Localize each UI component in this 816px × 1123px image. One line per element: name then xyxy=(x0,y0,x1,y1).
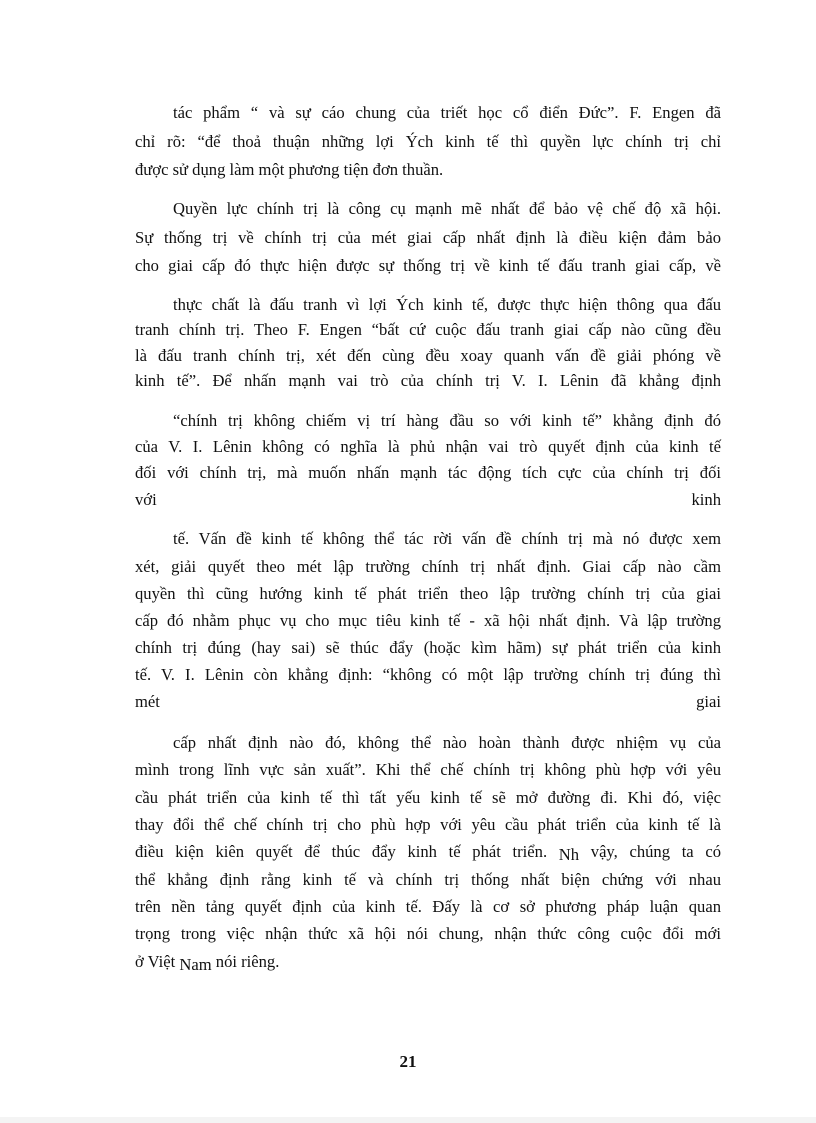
text-line: được sử dụng làm một phương tiện đơn thuần. xyxy=(135,160,444,179)
text-line: cho giai cấp đó thực hiện được sự thống trị về kinh tế đấu tranh giai cấp, về xyxy=(135,256,721,275)
text-line: cấp nhất định nào đó, không thể nào hoàn thành được nhiệm vụ của xyxy=(173,733,721,752)
text-line: kinh tế”. Để nhấn mạnh vai trò của chính trị V. I. Lênin đã khẳng định xyxy=(135,371,721,390)
text-segment: Nh xyxy=(558,845,580,864)
text-line xyxy=(135,950,721,974)
text-line: thể khẳng định rằng kinh tế và chính trị thống nhất biện chứng với nhau xyxy=(135,870,721,889)
text-line: là đấu tranh chính trị, xét đến cùng đều xoay quanh vấn đề giải phóng về xyxy=(135,346,721,365)
text-line: thực chất là đấu tranh vì lợi Ých kinh tế, được thực hiện thông qua đấu xyxy=(173,295,721,314)
text-line: cầu phát triển của kinh tế thì tất yếu kinh tế sẽ mở đường đi. Khi đó, việc xyxy=(135,788,721,807)
text-segment: Nam xyxy=(179,955,212,974)
text-line: “chính trị không chiếm vị trí hàng đầu so với kinh tế” khẳng định đó xyxy=(173,411,721,430)
text-line: chính trị đúng (hay sai) sẽ thúc đẩy (hoặc kìm hãm) sự phát triển của kinh xyxy=(135,638,721,657)
text-line xyxy=(135,690,721,714)
text-line: trọng trong việc nhận thức xã hội nói chung, nhận thức công cuộc đổi mới xyxy=(135,924,721,943)
text-line: thay đổi thể chế chính trị cho phù hợp với yêu cầu phát triển của kinh tế là xyxy=(135,815,721,834)
text-line: tranh chính trị. Theo F. Engen “bất cứ cuộc đấu tranh giai cấp nào cũng đều xyxy=(135,320,721,339)
text-line: Quyền lực chính trị là công cụ mạnh mẽ nhất để bảo vệ chế độ xã hội. xyxy=(173,199,721,218)
word: kinh xyxy=(691,490,721,509)
text-line: mình trong lĩnh vực sản xuất”. Khi thể chế chính trị không phù hợp với yêu xyxy=(135,760,721,779)
text-line: tác phẩm “ và sự cáo chung của triết học cổ điển Đức”. F. Engen đã xyxy=(173,103,721,122)
text-line: xét, giải quyết theo mét lập trường chính trị nhất định. Giai cấp nào cầm xyxy=(135,557,721,576)
text-segment: ở Việt xyxy=(135,952,176,971)
text-segment: vậy, chúng ta có xyxy=(590,842,722,861)
text-line: tế. Vấn đề kinh tế không thể tác rời vấn đề chính trị mà nó được xem xyxy=(173,529,721,548)
word: mét xyxy=(135,692,160,711)
word: giai xyxy=(696,692,721,711)
text-line: tế. V. I. Lênin còn khẳng định: “không có một lập trường chính trị đúng thì xyxy=(135,665,721,684)
text-line: Sự thống trị về chính trị của mét giai cấp nhất định là điều kiện đảm bảo xyxy=(135,228,721,247)
text-line: chỉ rõ: “để thoả thuận những lợi Ých kinh tế thì quyền lực chính trị chỉ xyxy=(135,132,721,151)
word: với xyxy=(135,490,157,509)
page-bottom-edge xyxy=(0,1117,816,1123)
text-segment: điều kiện kiên quyết để thúc đẩy kinh tế phát triển. xyxy=(135,842,548,861)
text-line xyxy=(135,840,721,864)
text-line: trên nền tảng quyết định của kinh tế. Đấy là cơ sở phương pháp luận quan xyxy=(135,897,721,916)
text-line: của V. I. Lênin không có nghĩa là phủ nhận vai trò quyết định của kinh tế xyxy=(135,437,721,456)
text-line: quyền thì cũng hướng kinh tế phát triển theo lập trường chính trị của giai xyxy=(135,584,721,603)
text-line: cấp đó nhằm phục vụ cho mục tiêu kinh tế - xã hội nhất định. Và lập trường xyxy=(135,611,721,630)
text-segment: nói riêng. xyxy=(215,952,280,971)
page-number: 21 xyxy=(399,1052,417,1071)
text-line xyxy=(135,488,721,512)
text-line: đối với chính trị, mà muốn nhấn mạnh tác động tích cực của chính trị đối xyxy=(135,463,721,482)
